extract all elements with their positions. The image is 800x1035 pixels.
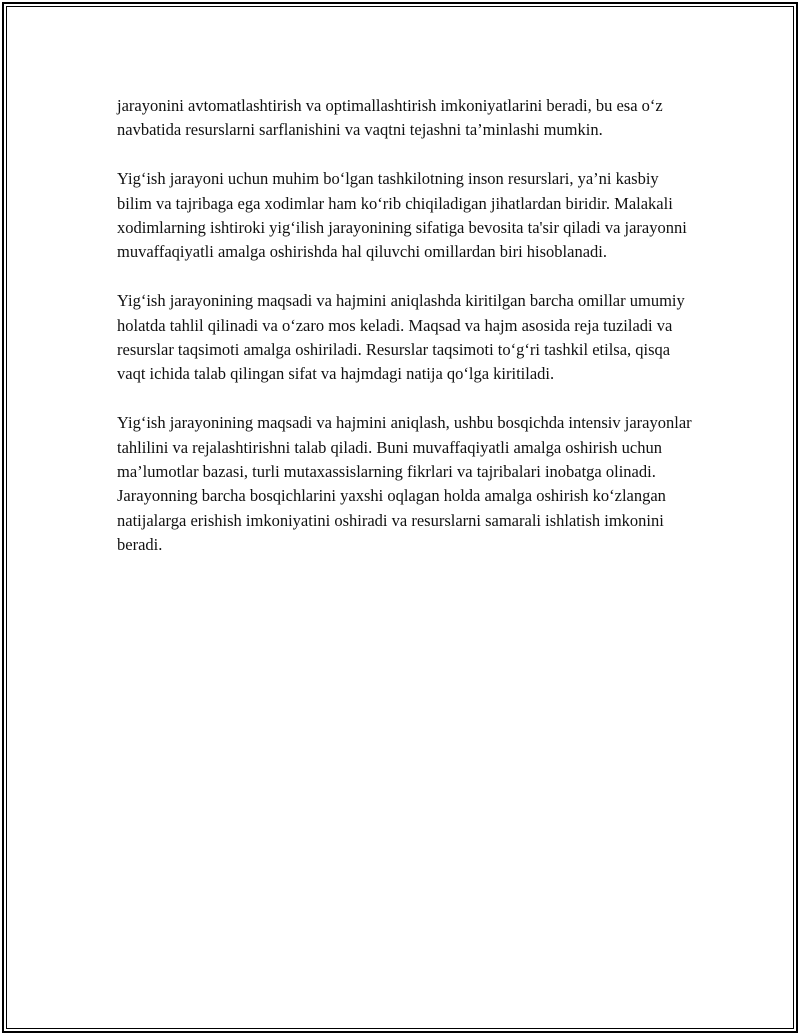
document-body (117, 94, 697, 582)
paragraph: Yig‘ish jarayonining maqsadi va hajmini aniqlash, ushbu bosqichda intensiv jarayonlar tahlilini va rejalashtirishni talab qiladi. Buni muvaffaqiyatli amalga oshirish uchun ma’lumotlar bazasi, turli mutaxassislarning fikrlari va tajribalari inobatga olinadi. Jarayonning barcha bosqichlarini yaxshi oqlagan holda amalga oshirish ko‘zlangan natijalarga erishish imkoniyatini oshiradi va resurslarni samarali ishlatish imkonini beradi. (117, 413, 692, 555)
paragraph: Yig‘ish jarayoni uchun muhim bo‘lgan tashkilotning inson resurslari, ya’ni kasbiy bilim va tajribaga ega xodimlar ham ko‘rib chiqiladigan jihatlardan biridir. Malakali xodimlarning ishtiroki yig‘ilish jarayonining sifatiga bevosita ta'sir qiladi va jarayonni muvaffaqiyatli amalga oshirishda hal qiluvchi omillardan biri hisoblanadi. (117, 169, 687, 262)
paragraph: jarayonini avtomatlashtirish va optimallashtirish imkoniyatlarini beradi, bu esa o‘z navbatida resurslarni sarflanishini va vaqtni tejashni ta’minlashi mumkin. (117, 96, 663, 140)
paragraph: Yig‘ish jarayonining maqsadi va hajmini aniqlashda kiritilgan barcha omillar umumiy holatda tahlil qilinadi va o‘zaro mos keladi. Maqsad va hajm asosida reja tuziladi va resurslar taqsimoti amalga oshiriladi. Resurslar taqsimoti to‘g‘ri tashkil etilsa, qisqa vaqt ichida talab qilingan sifat va hajmdagi natija qo‘lga kiritiladi. (117, 291, 685, 384)
